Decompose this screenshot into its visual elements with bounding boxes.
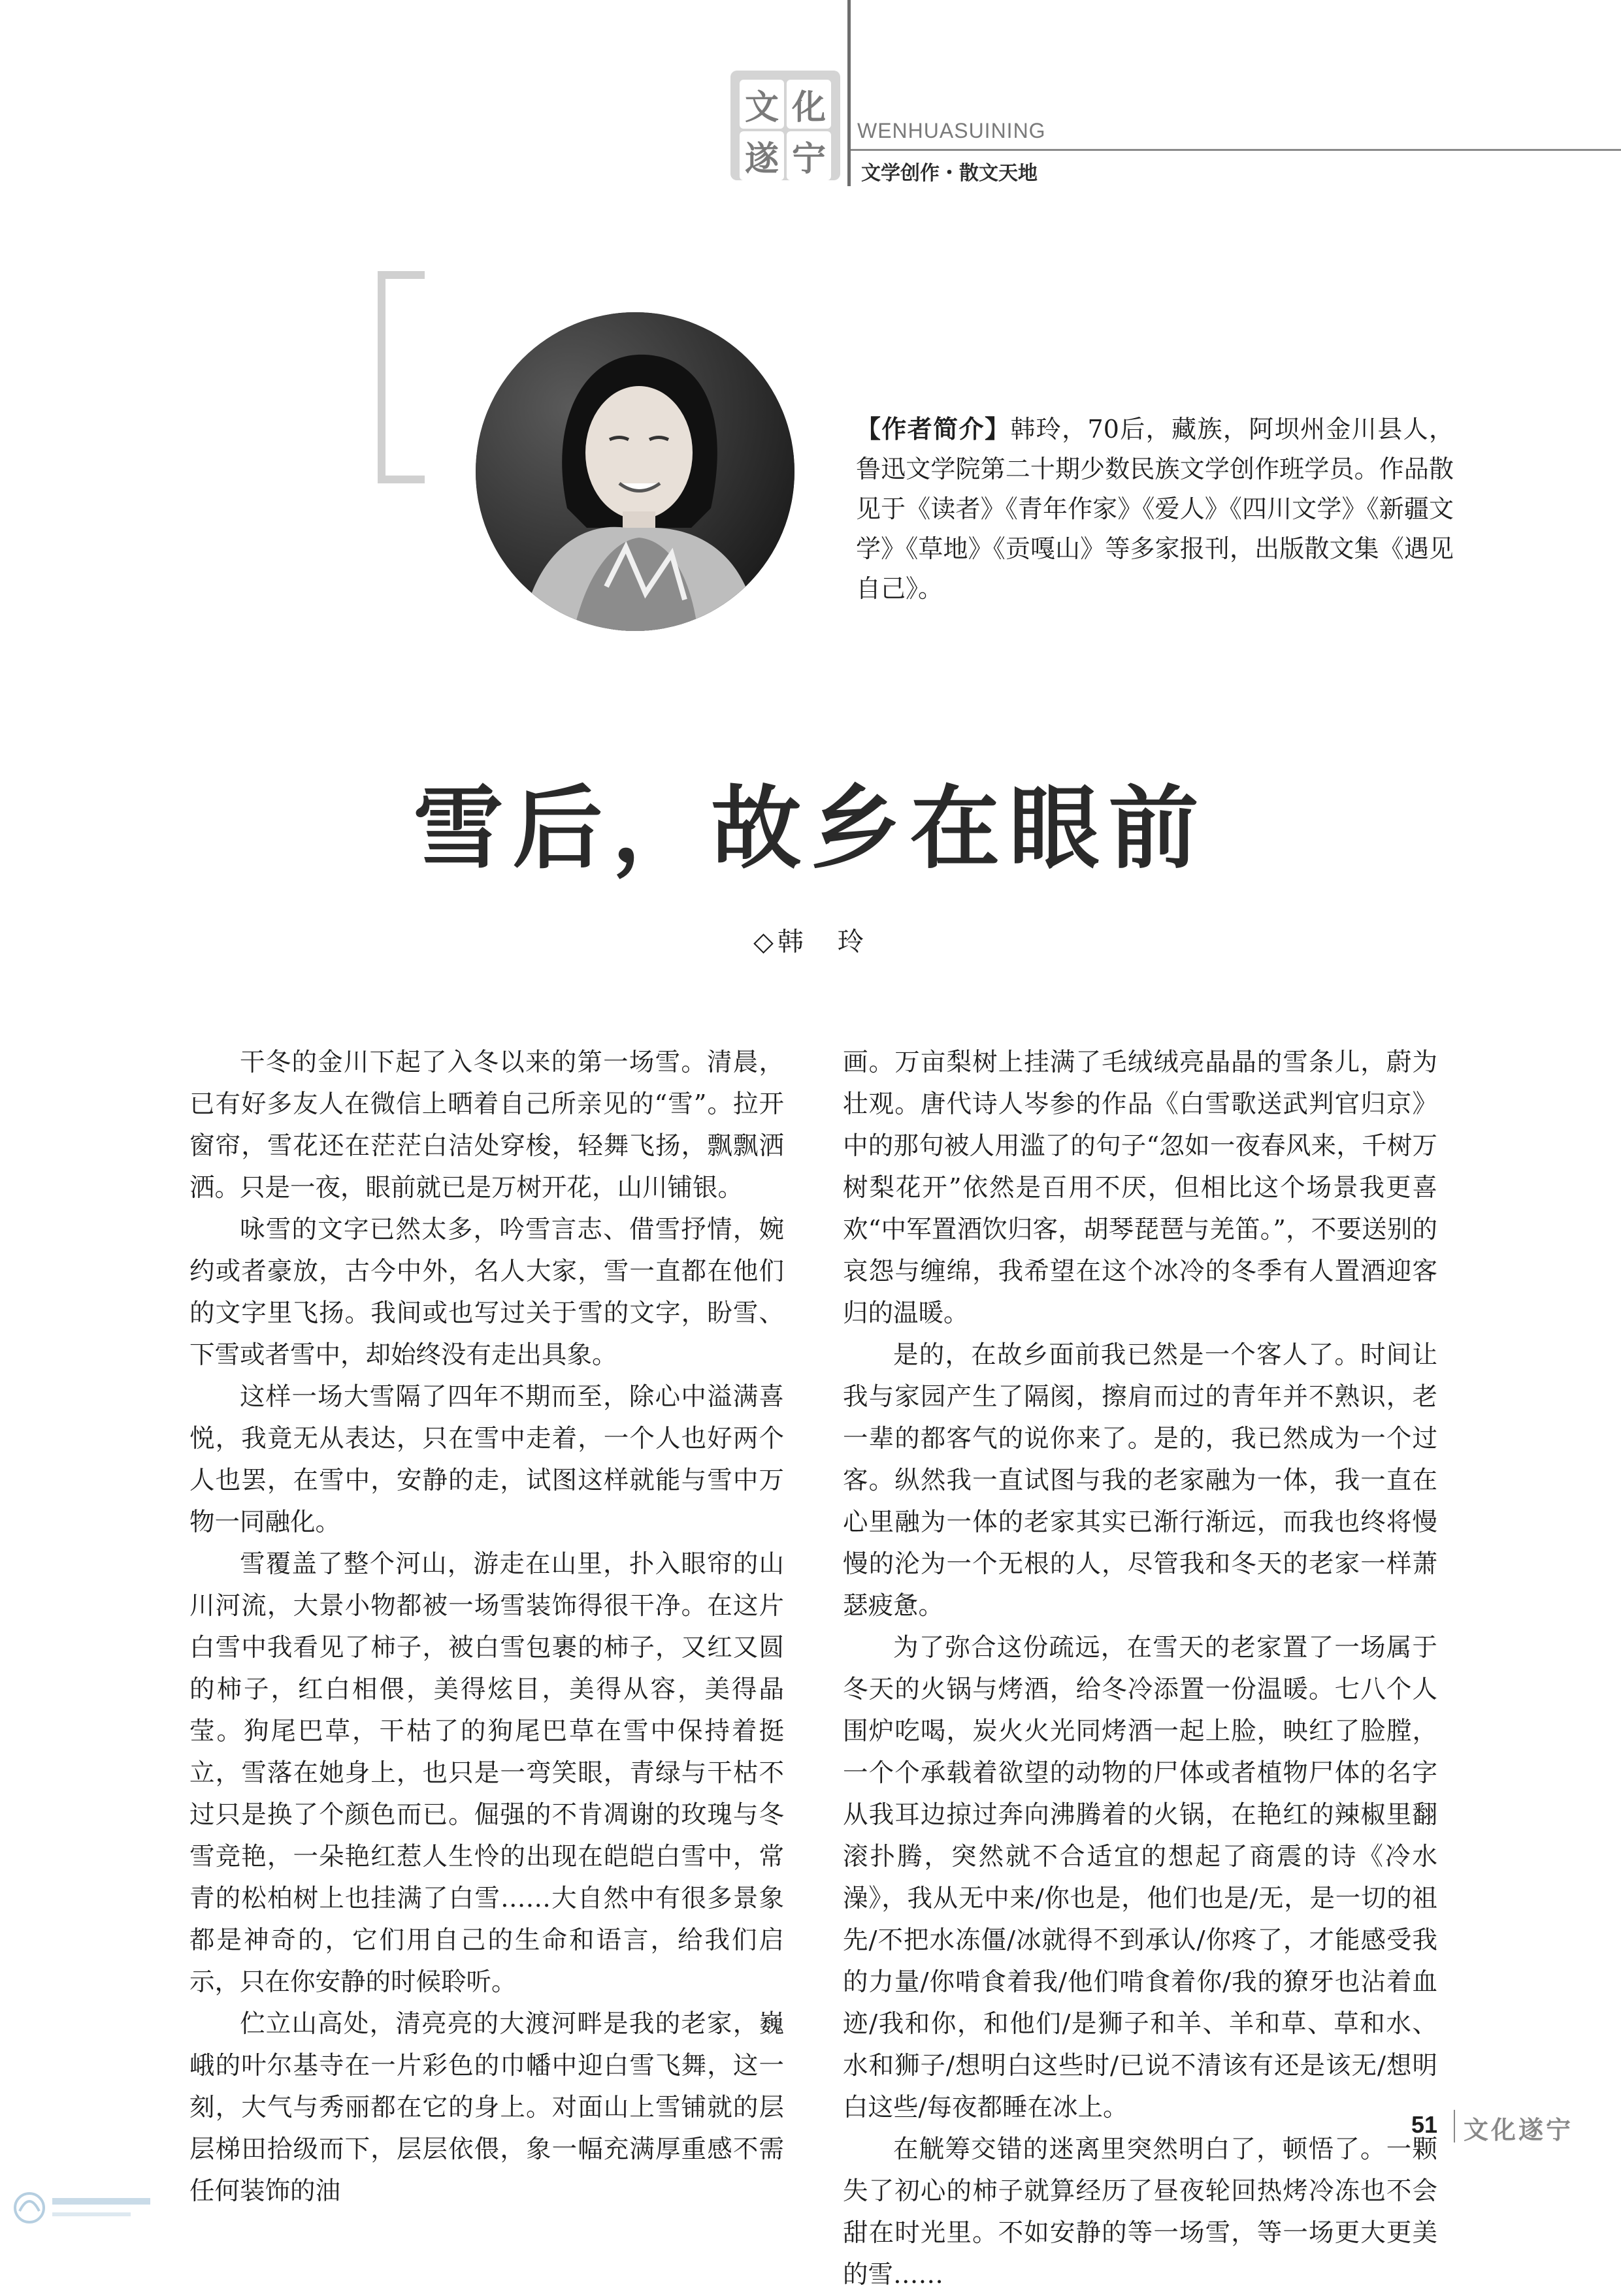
paragraph: 咏雪的文字已然太多，吟雪言志、借雪抒情，婉约或者豪放，古今中外，名人大家，雪一直都在他们的文字里飞扬。我间或也写过关于雪的文字，盼雪、下雪或者雪中，却始终没有走出具象。 <box>189 1215 784 1370</box>
article-right-column <box>843 1042 1437 2296</box>
author-portrait-image <box>476 312 794 631</box>
paragraph: 伫立山高处，清亮亮的大渡河畔是我的老家，巍峨的叶尔基寺在一片彩色的巾幡中迎白雪飞舞，这一刻，大气与秀丽都在它的身上。对面山上雪铺就的层层梯田拾级而下，层层依偎，象一幅充满厚重感不需任何装饰的油 <box>189 2009 784 2206</box>
author-bio <box>856 409 1454 609</box>
author-bio-tag: 【作者简介】 <box>856 414 1011 444</box>
page-number: 51 <box>1411 2111 1438 2138</box>
article-title: 雪后，故乡在眼前 <box>413 775 1208 881</box>
paragraph: 为了弥合这份疏远，在雪天的老家置了一场属于冬天的火锅与烤酒，给冬冷添置一份温暖。七八个人围炉吃喝，炭火火光同烤酒一起上脸，映红了脸膛，一个个承载着欲望的动物的尸体或者植物尸体的名字从我耳边掠过奔向沸腾着的火锅，在艳红的辣椒里翻滚扑腾，突然就不合适宜的想起了商震的诗《冷水澡》，我从无中来/你也是，他们也是/无，是一切的祖先/不把水冻僵/冰就得不到承认/你疼了，才能感受我的力量/你啃食着我/他们啃食着你/我的獠牙也沾着血迹/我和你，和他们/是狮子和羊、羊和草、草和水、水和狮子/想明白这些时/已说不清该有还是该无/想明白这些/每夜都睡在冰上。 <box>843 1633 1437 2122</box>
article-byline: ◇韩 玲 <box>753 927 868 957</box>
watermark-logo <box>7 2185 163 2231</box>
paragraph: 在觥筹交错的迷离里突然明白了，顿悟了。一颗失了初心的柿子就算经历了昼夜轮回热烤冷冻也不会甜在时光里。不如安静的等一场雪，等一场更大更美的雪…… <box>843 2135 1437 2289</box>
magazine-logo <box>730 71 840 180</box>
paragraph: 这样一场大雪隔了四年不期而至，除心中溢满喜悦，我竟无从表达，只在雪中走着，一个人也好两个人也罢，在雪中，安静的走，试图这样就能与雪中万物一同融化。 <box>189 1382 784 1537</box>
paragraph: 雪覆盖了整个河山，游走在山里，扑入眼帘的山川河流，大景小物都被一场雪装饰得很干净。在这片白雪中我看见了柿子，被白雪包裹的柿子，又红又圆的柿子，红白相偎，美得炫目，美得从容，美得晶莹。狗尾巴草，干枯了的狗尾巴草在雪中保持着挺立，雪落在她身上，也只是一弯笑眼，青绿与干枯不过只是换了个颜色而已。倔强的不肯凋谢的玫瑰与冬雪竞艳，一朵艳红惹人生怜的出现在皑皑白雪中，常青的松柏树上也挂满了白雪……大自然中有很多景象都是神奇的，它们用自己的生命和语言，给我们启示，只在你安静的时候聆听。 <box>189 1549 784 1997</box>
logo-char: 文 <box>740 80 784 129</box>
paragraph: 是的，在故乡面前我已然是一个客人了。时间让我与家园产生了隔阂，擦肩而过的青年并不熟识，老一辈的都客气的说你来了。是的，我已然成为一个过客。纵然我一直试图与我的老家融为一体，我一直在心里融为一体的老家其实已渐行渐远，而我也终将慢慢的沦为一个无根的人，尽管我和冬天的老家一样萧瑟疲惫。 <box>843 1340 1437 1621</box>
article-left-column <box>189 1042 784 2212</box>
section-label: 文学创作・散文天地 <box>861 163 1038 184</box>
magazine-pinyin: WENHUASUINING <box>857 119 1046 142</box>
logo-char: 宁 <box>787 131 831 180</box>
footer-separator <box>1454 2110 1455 2142</box>
paragraph: 干冬的金川下起了入冬以来的第一场雪。清晨，已有好多友人在微信上晒着自己所亲见的“雪”。拉开窗帘，雪花还在茫茫白洁处穿梭，轻舞飞扬，飘飘洒洒。只是一夜，眼前就已是万树开花，山川铺银。 <box>189 1048 784 1203</box>
footer-magazine-name: 文化遂宁 <box>1464 2115 1574 2144</box>
logo-char: 遂 <box>740 131 784 180</box>
author-bio-text: 韩玲，70后，藏族，阿坝州金川县人，鲁迅文学院第二十期少数民族文学创作班学员。作品散见于《读者》《青年作家》《爱人》《四川文学》《新疆文学》《草地》《贡嘎山》等多家报刊，出版散文集《遇见自己》。 <box>856 415 1454 603</box>
author-photo <box>476 312 794 631</box>
paragraph-continued: 画。万亩梨树上挂满了毛绒绒亮晶晶的雪条儿，蔚为壮观。唐代诗人岑参的作品《白雪歌送武判官归京》中的那句被人用滥了的句子“忽如一夜春风来，千树万树梨花开”依然是百用不厌，但相比这个场景我更喜欢“中军置酒饮归客，胡琴琵琶与羌笛。”，不要送别的哀怨与缠绵，我希望在这个冰冷的冬季有人置酒迎客归的温暖。 <box>843 1048 1437 1328</box>
header-horizontal-rule <box>851 149 1621 151</box>
decorative-bracket <box>378 271 425 483</box>
logo-char: 化 <box>787 80 831 129</box>
header-vertical-rule <box>847 0 851 186</box>
